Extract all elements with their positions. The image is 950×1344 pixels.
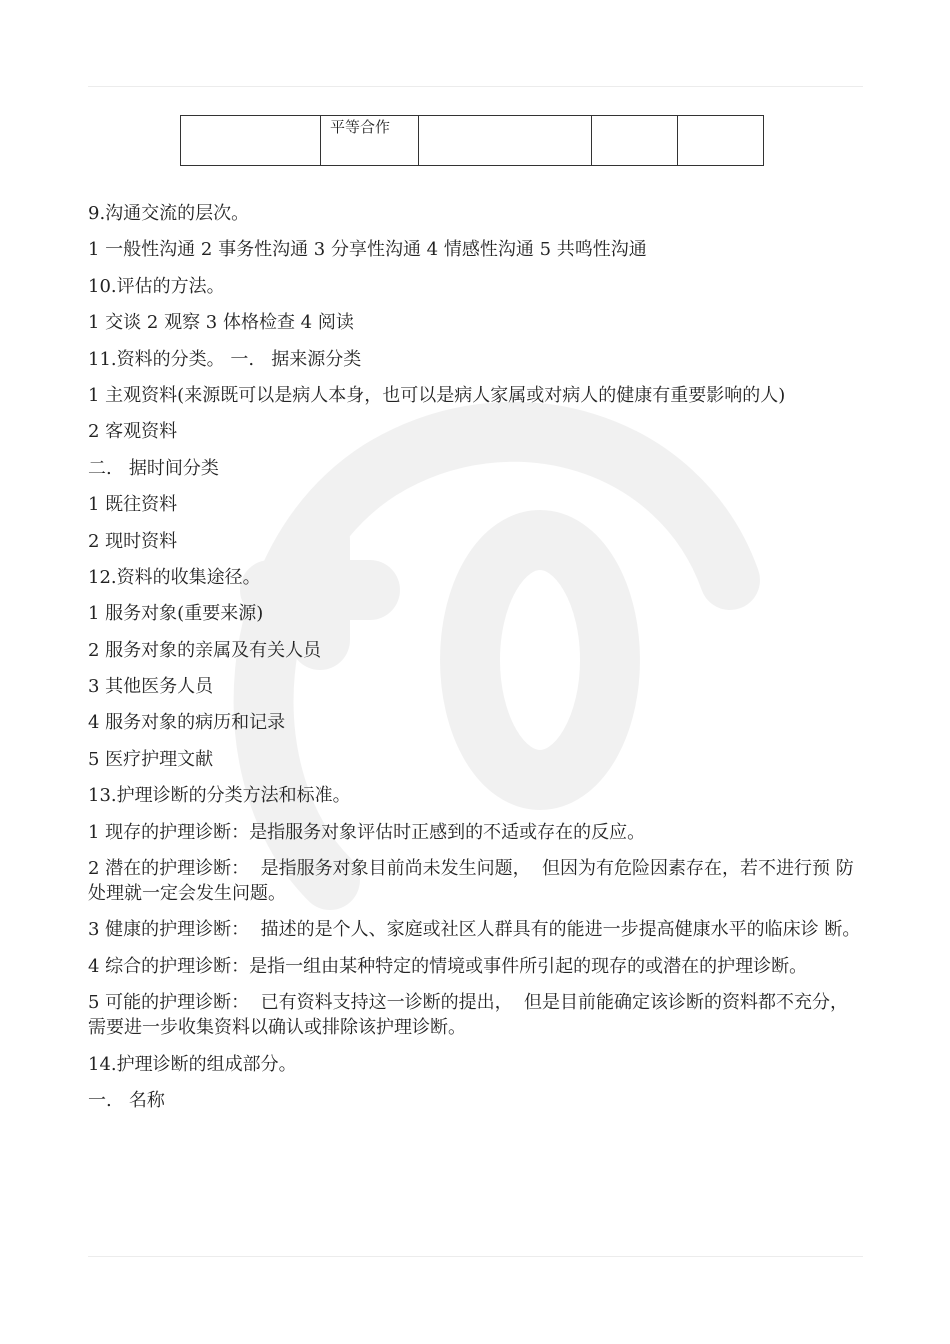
heading-12: 12.资料的收集途径。 bbox=[88, 566, 261, 588]
list-item: 5 可能的护理诊断： 已有资料支持这一诊断的提出， 但是目前能确定该诊断的资料都不充分， 需要进一步收集资料以确认或排除该护理诊断。 bbox=[88, 992, 860, 1039]
heading-10: 10.评估的方法。 bbox=[88, 275, 225, 297]
table-cell bbox=[419, 116, 592, 166]
list-item: 4 综合的护理诊断：是指一组由某种特定的情境或事件所引起的现存的或潜在的护理诊断。 bbox=[88, 955, 808, 977]
heading-11: 11.资料的分类。 一. 据来源分类 bbox=[88, 348, 362, 370]
list-item: 2 现时资料 bbox=[88, 530, 178, 552]
heading-9: 9.沟通交流的层次。 bbox=[88, 203, 250, 224]
list-item: 3 健康的护理诊断： 描述的是个人、家庭或社区人群具有的能进一步提高健康水平的临床诊 断。 bbox=[88, 919, 861, 941]
table-fragment bbox=[180, 115, 764, 166]
list-item: 1 一般性沟通 2 事务性沟通 3 分享性沟通 4 情感性沟通 5 共鸣性沟通 bbox=[88, 239, 647, 261]
header-rule bbox=[88, 86, 863, 87]
subheading: 二. 据时间分类 bbox=[88, 457, 219, 479]
list-item: 2 客观资料 bbox=[88, 421, 178, 443]
table-cell bbox=[678, 116, 764, 166]
list-item: 1 服务对象(重要来源) bbox=[88, 603, 264, 625]
list-item: 1 主观资料(来源既可以是病人本身，也可以是病人家属或对病人的健康有重要影响的人) bbox=[88, 384, 786, 406]
subheading: 一. 名称 bbox=[88, 1089, 165, 1111]
list-item: 1 交谈 2 观察 3 体格检查 4 阅读 bbox=[88, 312, 354, 334]
list-item: 2 潜在的护理诊断： 是指服务对象目前尚未发生问题， 但因为有危险因素存在，若不进行预 防处理就一定会发生问题。 bbox=[88, 858, 854, 905]
table-cell bbox=[181, 116, 321, 166]
heading-13: 13.护理诊断的分类方法和标准。 bbox=[88, 785, 351, 807]
cell-text-equal-cooperation: 平等合作 bbox=[330, 118, 391, 136]
list-item: 3 其他医务人员 bbox=[88, 676, 214, 698]
list-item: 1 现存的护理诊断：是指服务对象评估时正感到的不适或存在的反应。 bbox=[88, 821, 646, 843]
heading-14: 14.护理诊断的组成部分。 bbox=[88, 1053, 297, 1075]
list-item: 2 服务对象的亲属及有关人员 bbox=[88, 639, 322, 661]
list-item: 5 医疗护理文献 bbox=[88, 748, 214, 770]
document-body bbox=[88, 201, 863, 1124]
table-row bbox=[181, 116, 764, 166]
table-cell bbox=[321, 116, 419, 166]
table-cell bbox=[592, 116, 678, 166]
list-item: 4 服务对象的病历和记录 bbox=[88, 712, 286, 734]
footer-rule bbox=[88, 1256, 863, 1257]
list-item: 1 既往资料 bbox=[88, 494, 178, 516]
